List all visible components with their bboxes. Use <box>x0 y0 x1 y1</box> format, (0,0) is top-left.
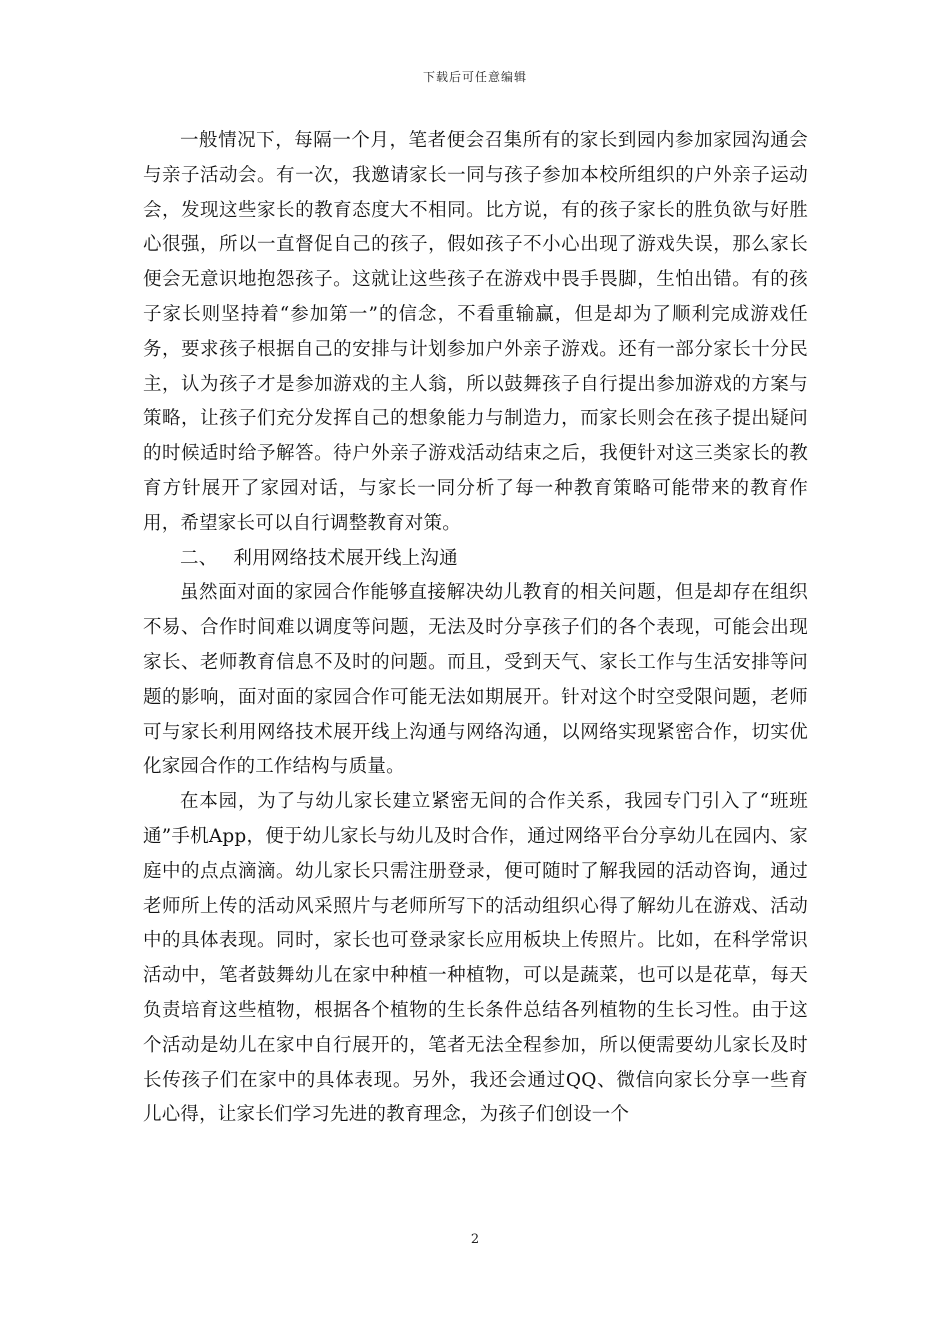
page-number: 2 <box>470 1232 480 1247</box>
paragraph-parent-communication: 一般情况下，每隔一个月，笔者便会召集所有的家长到园内参加家园沟通会与亲子活动会。有一次，我邀请家长一同与孩子参加本校所组织的户外亲子运动会，发现这些家长的教育态度大不相同。比方说，有的孩子家长的胜负欲与好胜心很强，所以一直督促自己的孩子，假如孩子不小心出现了游戏失误，那么家长便会无意识地抱怨孩子。这就让这些孩子在游戏中畏手畏脚，生怕出错。有的孩子家长则坚持着“参加第一”的信念，不看重输赢，但是却为了顺利完成游戏任务，要求孩子根据自己的安排与计划参加户外亲子游戏。还有一部分家长十分民主，认为孩子才是参加游戏的主人翁，所以鼓舞孩子自行提出参加游戏的方案与策略，让孩子们充分发挥自己的想象能力与制造力，而家长则会在孩子提出疑问的时候适时给予解答。待户外亲子游戏活动结束之后，我便针对这三类家长的教育方针展开了家园对话，与家长一同分析了每一种教育策略可能带来的教育作用，希望家长可以自行调整教育对策。 <box>143 130 808 534</box>
paragraph-online-communication: 虽然面对面的家园合作能够直接解决幼儿教育的相关问题，但是却存在组织不易、合作时间难以调度等问题，无法及时分享孩子们的各个表现，可能会出现家长、老师教育信息不及时的问题。而且，受到天气、家长工作与生活安排等问题的影响，面对面的家园合作可能无法如期展开。针对这个时空受限问题，老师可与家长利用网络技术展开线上沟通与网络沟通，以网络实现紧密合作，切实优化家园合作的工作结构与质量。 <box>143 582 808 778</box>
section-heading <box>143 542 808 577</box>
section-heading-title: 利用网络技术展开线上沟通 <box>233 547 458 569</box>
paragraph-banbantong-app: 在本园，为了与幼儿家长建立紧密无间的合作关系，我园专门引入了“班班通”手机App，便于幼儿家长与幼儿及时合作，通过网络平台分享幼儿在园内、家庭中的点点滴滴。幼儿家长只需注册登录，便可随时了解我园的活动咨询，通过老师所上传的活动风采照片与老师所写下的活动组织心得了解幼儿在游戏、活动中的具体表现。同时，家长也可登录家长应用板块上传照片。比如，在科学常识活动中，笔者鼓舞幼儿在家中种植一种植物，可以是蔬菜，也可以是花草，每天负责培育这些植物，根据各个植物的生长条件总结各列植物的生长习性。由于这个活动是幼儿在家中自行展开的，笔者无法全程参加，所以便需要幼儿家长及时长传孩子们在家中的具体表现。另外，我还会通过QQ、微信向家长分享一些育儿心得，让家长们学习先进的教育理念，为孩子们创设一个 <box>143 791 808 1126</box>
document-body <box>143 124 808 1133</box>
section-heading-number: 二、 <box>180 547 218 569</box>
page-header: 下载后可任意编辑 <box>422 70 527 84</box>
